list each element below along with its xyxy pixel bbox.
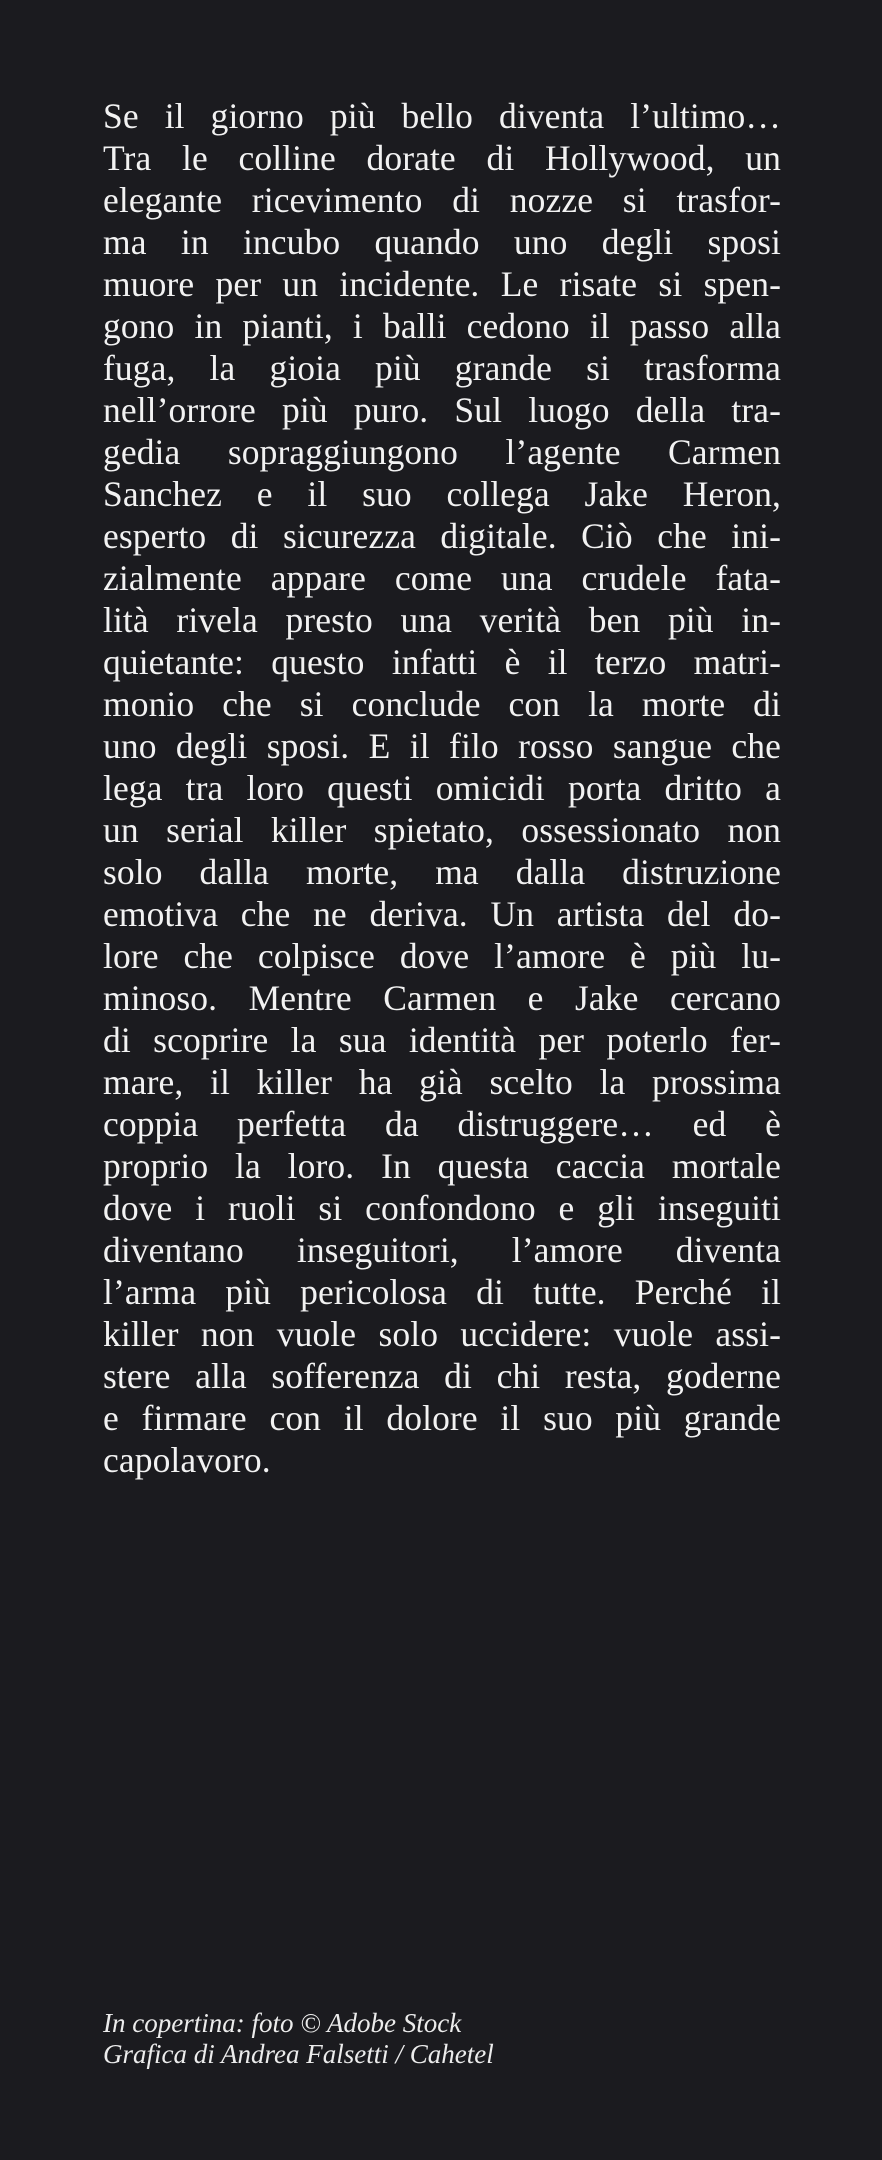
synopsis-line: elegante ricevimento di nozze si trasfor- bbox=[103, 180, 781, 220]
synopsis-line: minoso. Mentre Carmen e Jake cercano bbox=[103, 978, 781, 1018]
synopsis-line: nell’orrore più puro. Sul luogo della tra- bbox=[103, 390, 781, 430]
synopsis-line: e firmare con il dolore il suo più grande bbox=[103, 1398, 781, 1438]
synopsis-line: monio che si conclude con la morte di bbox=[103, 684, 781, 724]
synopsis-line: ma in incubo quando uno degli sposi bbox=[103, 222, 781, 262]
synopsis-line: Sanchez e il suo collega Jake Heron, bbox=[103, 474, 781, 514]
synopsis-line: lore che colpisce dove l’amore è più lu- bbox=[103, 936, 781, 976]
synopsis-line: muore per un incidente. Le risate si spen- bbox=[103, 264, 781, 304]
synopsis-line: emotiva che ne deriva. Un artista del do- bbox=[103, 894, 781, 934]
synopsis-line: proprio la loro. In questa caccia mortale bbox=[103, 1146, 781, 1186]
synopsis-line: mare, il killer ha già scelto la prossima bbox=[103, 1062, 781, 1102]
synopsis-line: esperto di sicurezza digitale. Ciò che ini- bbox=[103, 516, 781, 556]
synopsis-line: zialmente appare come una crudele fata- bbox=[103, 558, 781, 598]
synopsis-line: di scoprire la sua identità per poterlo fer- bbox=[103, 1020, 781, 1060]
synopsis-line: coppia perfetta da distruggere… ed è bbox=[103, 1104, 781, 1144]
synopsis-line: gedia sopraggiungono l’agente Carmen bbox=[103, 432, 781, 472]
cover-credits bbox=[103, 2008, 803, 2070]
synopsis-line: quietante: questo infatti è il terzo matri- bbox=[103, 642, 781, 682]
cover-photo-credit: In copertina: foto © Adobe Stock bbox=[103, 2008, 462, 2038]
synopsis-line: killer non vuole solo uccidere: vuole assi- bbox=[103, 1314, 781, 1354]
synopsis-line: un serial killer spietato, ossessionato non bbox=[103, 810, 781, 850]
synopsis-line: gono in pianti, i balli cedono il passo alla bbox=[103, 306, 781, 346]
synopsis-line: dove i ruoli si confondono e gli inseguiti bbox=[103, 1188, 781, 1228]
synopsis-line: l’arma più pericolosa di tutte. Perché il bbox=[103, 1272, 781, 1312]
synopsis-line: lità rivela presto una verità ben più in- bbox=[103, 600, 781, 640]
synopsis-line: Tra le colline dorate di Hollywood, un bbox=[103, 138, 781, 178]
synopsis-line: stere alla sofferenza di chi resta, goderne bbox=[103, 1356, 781, 1396]
synopsis-line: solo dalla morte, ma dalla distruzione bbox=[103, 852, 781, 892]
synopsis-line: fuga, la gioia più grande si trasforma bbox=[103, 348, 781, 388]
synopsis-text bbox=[103, 95, 781, 1481]
synopsis-line: uno degli sposi. E il filo rosso sangue che bbox=[103, 726, 781, 766]
synopsis-line: lega tra loro questi omicidi porta dritto a bbox=[103, 768, 781, 808]
synopsis-line: diventano inseguitori, l’amore diventa bbox=[103, 1230, 781, 1270]
graphic-design-credit: Grafica di Andrea Falsetti / Cahetel bbox=[103, 2039, 494, 2069]
synopsis-line: capolavoro. bbox=[103, 1440, 271, 1480]
synopsis-line: Se il giorno più bello diventa l’ultimo… bbox=[103, 96, 781, 136]
